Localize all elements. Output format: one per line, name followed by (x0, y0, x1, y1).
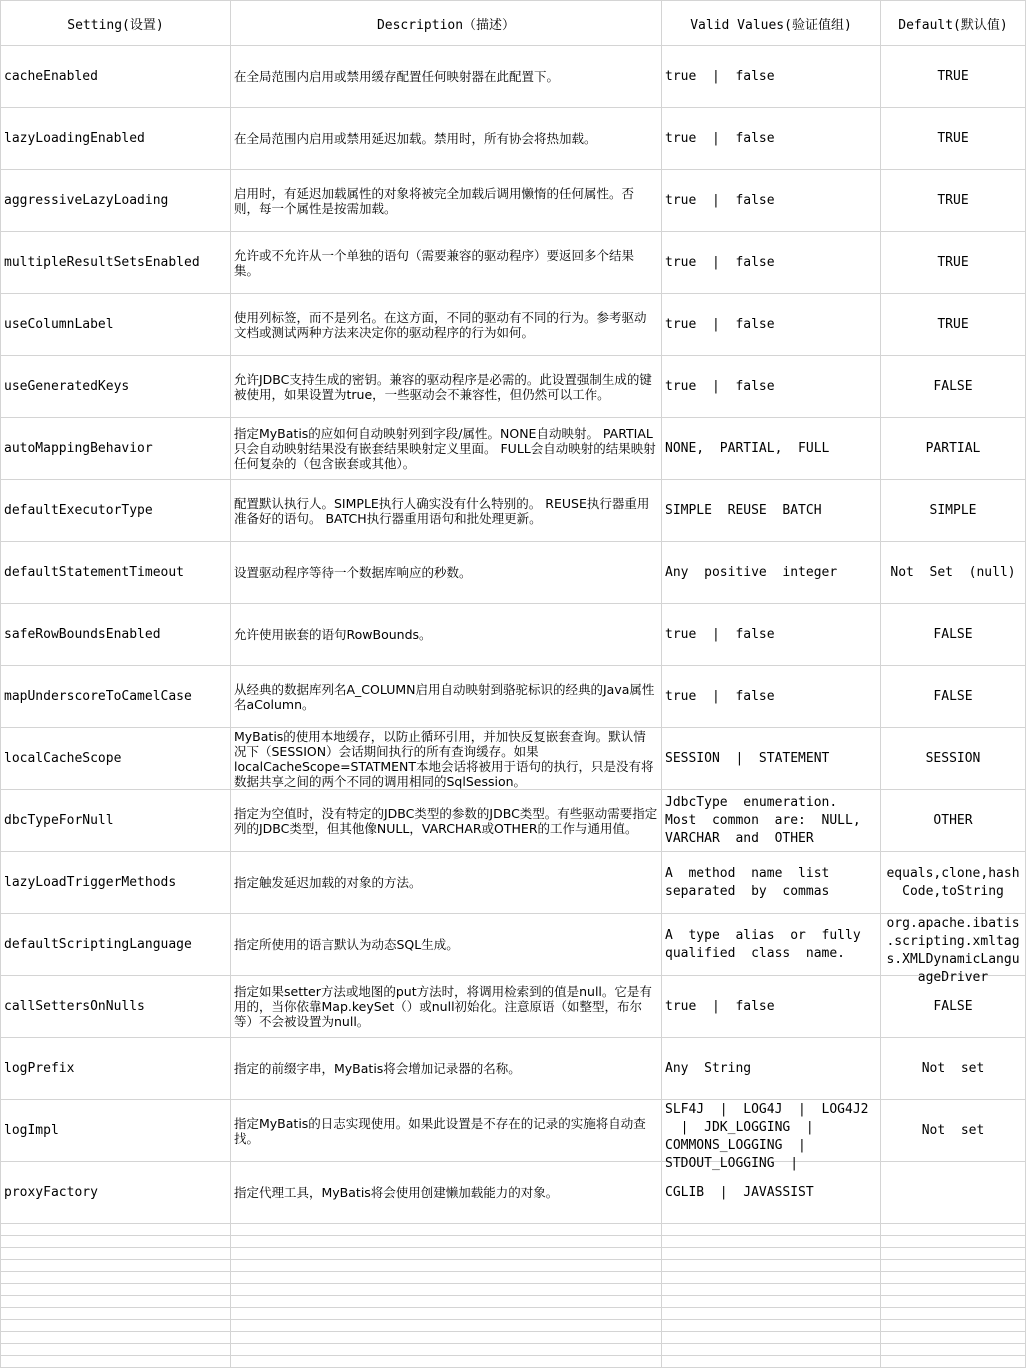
default-cell-text: Not set (921, 1060, 985, 1076)
default-cell[interactable] (881, 728, 1026, 790)
setting-cell-text: lazyLoadTriggerMethods (4, 875, 177, 890)
setting-cell[interactable] (1, 170, 231, 232)
empty-cell[interactable] (231, 1272, 662, 1284)
default-cell[interactable] (881, 542, 1026, 604)
description-cell[interactable] (231, 108, 662, 170)
description-cell[interactable] (231, 46, 662, 108)
description-cell[interactable] (231, 1100, 662, 1162)
empty-cell[interactable] (1, 1356, 231, 1368)
table-row (1, 46, 1026, 108)
empty-cell[interactable] (231, 1284, 662, 1296)
table-row (1, 1038, 1026, 1100)
setting-cell[interactable] (1, 604, 231, 666)
empty-cell[interactable] (662, 1308, 881, 1320)
valid-values-cell[interactable] (662, 604, 881, 666)
default-cell-text: Not Set (null) (890, 564, 1016, 580)
valid-values-cell[interactable] (662, 728, 881, 790)
default-cell[interactable] (881, 914, 1026, 985)
setting-cell[interactable] (1, 108, 231, 170)
empty-row (1, 1236, 1026, 1248)
setting-cell-text: safeRowBoundsEnabled (4, 627, 161, 642)
empty-cell[interactable] (1, 1344, 231, 1356)
description-cell-text: 允许或不允许从一个单独的语句（需要兼容的驱动程序）要返回多个结果集。 (234, 247, 635, 278)
valid-values-cell[interactable] (662, 46, 881, 108)
empty-cell[interactable] (231, 1224, 662, 1236)
default-cell-text: FALSE (933, 998, 973, 1014)
default-cell[interactable] (881, 356, 1026, 418)
empty-cell[interactable] (231, 1248, 662, 1260)
description-cell-text: 指定触发延迟加载的对象的方法。 (234, 875, 422, 890)
default-cell[interactable] (881, 232, 1026, 294)
description-cell-text: 从经典的数据库列名A_COLUMN启用自动映射到骆驼标识的经典的Java属性名aColumn。 (234, 681, 655, 712)
empty-cell[interactable] (881, 1356, 1026, 1368)
description-cell[interactable] (231, 294, 662, 356)
valid-values-cell[interactable] (662, 1100, 881, 1171)
valid-values-cell-text: NONE, PARTIAL, FULL (665, 440, 830, 456)
empty-cell[interactable] (881, 1236, 1026, 1248)
setting-cell[interactable] (1, 1162, 231, 1224)
empty-cell[interactable] (881, 1332, 1026, 1344)
empty-row (1, 1224, 1026, 1236)
valid-values-cell-text: A type alias or fully qualified class name. (665, 927, 861, 961)
setting-cell[interactable] (1, 666, 231, 728)
valid-values-cell[interactable] (662, 294, 881, 356)
setting-cell[interactable] (1, 728, 231, 790)
empty-cell[interactable] (1, 1332, 231, 1344)
table-row (1, 480, 1026, 542)
description-cell-text: 指定MyBatis的应如何自动映射列到字段/属性。NONE自动映射。 PARTIAL只会自动映射结果没有嵌套结果映射定义里面。 FULL会自动映射的结果映射任何复杂的（包含嵌套或其他）。 (234, 426, 656, 471)
description-cell[interactable] (231, 604, 662, 666)
setting-cell[interactable] (1, 232, 231, 294)
valid-values-cell[interactable] (662, 418, 881, 480)
description-cell[interactable] (231, 728, 662, 790)
default-cell[interactable] (881, 1100, 1026, 1162)
header-row (1, 1, 1026, 46)
table-row (1, 728, 1026, 790)
empty-cell[interactable] (662, 1284, 881, 1296)
setting-cell-text: localCacheScope (4, 751, 122, 766)
valid-values-cell-text: true | false (665, 130, 775, 146)
empty-cell[interactable] (881, 1248, 1026, 1260)
setting-cell[interactable] (1, 418, 231, 480)
default-cell-text: FALSE (933, 378, 973, 394)
table-row (1, 976, 1026, 1038)
description-cell-text: MyBatis的使用本地缓存，以防止循环引用，并加快反复嵌套查询。默认情况下（SESSION）会话期间执行的所有查询缓存。如果localCacheScope=STATMENT本地会话将被用于语句的执行，只是没有将数据共享之间的两个不同的调用相同的SqlSession。 (234, 728, 654, 789)
description-cell-text: 启用时，有延迟加载属性的对象将被完全加载后调用懒惰的任何属性。否则，每一个属性是按需加载。 (234, 185, 635, 216)
description-cell[interactable] (231, 1038, 662, 1100)
setting-cell-text: defaultStatementTimeout (4, 565, 185, 580)
valid-values-cell-text: JdbcType enumeration. Most common are: NULL, VARCHAR and OTHER (665, 794, 861, 846)
table-row (1, 1162, 1026, 1224)
description-cell[interactable] (231, 914, 662, 976)
valid-values-cell-text: true | false (665, 626, 775, 642)
empty-row (1, 1308, 1026, 1320)
setting-cell-text: useGeneratedKeys (4, 379, 130, 394)
header-valid-values[interactable]: Valid Values(验证值组) (662, 1, 881, 46)
empty-cell[interactable] (881, 1272, 1026, 1284)
description-cell[interactable] (231, 852, 662, 914)
valid-values-cell-text: CGLIB | JAVASSIST (665, 1184, 814, 1200)
default-cell-text: equals,clone,hash Code,toString (886, 865, 1020, 899)
description-cell[interactable] (231, 976, 662, 1038)
setting-cell-text: defaultScriptingLanguage (4, 937, 192, 952)
setting-cell-text: proxyFactory (4, 1185, 98, 1200)
empty-row (1, 1296, 1026, 1308)
empty-cell[interactable] (881, 1296, 1026, 1308)
table-row (1, 108, 1026, 170)
empty-cell[interactable] (662, 1260, 881, 1272)
empty-cell[interactable] (1, 1236, 231, 1248)
default-cell[interactable] (881, 480, 1026, 542)
default-cell[interactable] (881, 46, 1026, 108)
description-cell[interactable] (231, 790, 662, 852)
table-body (1, 46, 1026, 1368)
valid-values-cell[interactable] (662, 976, 881, 1038)
setting-cell-text: multipleResultSetsEnabled (4, 255, 200, 270)
valid-values-cell-text: SESSION | STATEMENT (665, 750, 830, 766)
empty-row (1, 1344, 1026, 1356)
header-default[interactable]: Default(默认值) (881, 1, 1026, 46)
setting-cell[interactable] (1, 1100, 231, 1162)
description-cell-text: 配置默认执行人。SIMPLE执行人确实没有什么特别的。 REUSE执行器重用准备好的语句。 BATCH执行器重用语句和批处理更新。 (234, 495, 650, 526)
empty-row (1, 1356, 1026, 1368)
valid-values-cell[interactable] (662, 108, 881, 170)
description-cell-text: 指定代理工具，MyBatis将会使用创建懒加载能力的对象。 (234, 1185, 559, 1200)
default-cell-text: TRUE (937, 130, 969, 146)
empty-cell[interactable] (1, 1296, 231, 1308)
setting-cell[interactable] (1, 914, 231, 976)
description-cell-text: 允许JDBC支持生成的密钥。兼容的驱动程序是必需的。此设置强制生成的键被使用，如果设置为true，一些驱动会不兼容性，但仍然可以工作。 (234, 371, 652, 402)
valid-values-cell[interactable] (662, 232, 881, 294)
setting-cell-text: useColumnLabel (4, 317, 114, 332)
default-cell[interactable] (881, 852, 1026, 914)
setting-cell-text: logImpl (4, 1123, 59, 1138)
default-cell-text: FALSE (933, 626, 973, 642)
description-cell-text: 在全局范围内启用或禁用延迟加载。禁用时，所有协会将热加载。 (234, 131, 597, 146)
setting-cell-text: logPrefix (4, 1061, 75, 1076)
description-cell[interactable] (231, 666, 662, 728)
empty-cell[interactable] (1, 1272, 231, 1284)
valid-values-cell-text: true | false (665, 998, 775, 1014)
default-cell-text: PARTIAL (925, 440, 981, 456)
valid-values-cell-text: true | false (665, 192, 775, 208)
valid-values-cell[interactable] (662, 1038, 881, 1100)
empty-cell[interactable] (1, 1248, 231, 1260)
setting-cell[interactable] (1, 46, 231, 108)
empty-cell[interactable] (231, 1308, 662, 1320)
valid-values-cell-text: true | false (665, 316, 775, 332)
default-cell[interactable] (881, 108, 1026, 170)
default-cell-text: TRUE (937, 316, 969, 332)
table-row (1, 1100, 1026, 1162)
table-row (1, 604, 1026, 666)
empty-cell[interactable] (881, 1344, 1026, 1356)
empty-cell[interactable] (662, 1296, 881, 1308)
empty-cell[interactable] (662, 1356, 881, 1368)
description-cell-text: 在全局范围内启用或禁用缓存配置任何映射器在此配置下。 (234, 69, 560, 84)
default-cell-text: TRUE (937, 254, 969, 270)
valid-values-cell[interactable] (662, 480, 881, 542)
default-cell[interactable] (881, 790, 1026, 852)
table-row (1, 232, 1026, 294)
default-cell[interactable] (881, 294, 1026, 356)
table-row (1, 790, 1026, 852)
empty-cell[interactable] (1, 1320, 231, 1332)
empty-cell[interactable] (231, 1344, 662, 1356)
valid-values-cell-text: SLF4J | LOG4J | LOG4J2 | JDK_LOGGING | COMMONS_LOGGING | STDOUT_LOGGING | (665, 1101, 869, 1171)
empty-cell[interactable] (662, 1236, 881, 1248)
setting-cell-text: mapUnderscoreToCamelCase (4, 689, 192, 704)
description-cell[interactable] (231, 232, 662, 294)
default-cell-text: SIMPLE (929, 502, 977, 518)
description-cell[interactable] (231, 1162, 662, 1224)
setting-cell[interactable] (1, 294, 231, 356)
setting-cell[interactable] (1, 356, 231, 418)
empty-cell[interactable] (231, 1332, 662, 1344)
setting-cell-text: autoMappingBehavior (4, 441, 153, 456)
empty-cell[interactable] (662, 1344, 881, 1356)
description-cell-text: 指定所使用的语言默认为动态SQL生成。 (234, 937, 459, 952)
default-cell[interactable] (881, 1038, 1026, 1100)
setting-cell[interactable] (1, 1038, 231, 1100)
description-cell-text: 设置驱动程序等待一个数据库响应的秒数。 (234, 565, 472, 580)
default-cell-text: FALSE (933, 688, 973, 704)
valid-values-cell-text: true | false (665, 688, 775, 704)
valid-values-cell-text: Any String (665, 1060, 752, 1076)
valid-values-cell[interactable] (662, 542, 881, 604)
setting-cell-text: dbcTypeForNull (4, 813, 114, 828)
empty-row (1, 1320, 1026, 1332)
empty-cell[interactable] (881, 1284, 1026, 1296)
description-cell-text: 允许使用嵌套的语句RowBounds。 (234, 627, 432, 642)
valid-values-cell[interactable] (662, 852, 881, 914)
description-cell[interactable] (231, 542, 662, 604)
table-row (1, 666, 1026, 728)
description-cell-text: 使用列标签，而不是列名。在这方面，不同的驱动有不同的行为。参考驱动文档或测试两种方法来决定你的驱动程序的行为如何。 (234, 309, 647, 340)
empty-cell[interactable] (231, 1260, 662, 1272)
empty-cell[interactable] (231, 1356, 662, 1368)
setting-cell-text: lazyLoadingEnabled (4, 131, 145, 146)
setting-cell-text: cacheEnabled (4, 69, 98, 84)
table-row (1, 294, 1026, 356)
description-cell-text: 指定为空值时，没有特定的JDBC类型的参数的JDBC类型。有些驱动需要指定列的JDBC类型，但其他像NULL，VARCHAR或OTHER的工作与通用值。 (234, 805, 658, 836)
empty-cell[interactable] (881, 1308, 1026, 1320)
empty-cell[interactable] (1, 1308, 231, 1320)
empty-cell[interactable] (662, 1332, 881, 1344)
default-cell[interactable] (881, 418, 1026, 480)
header-setting[interactable]: Setting(设置) (1, 1, 231, 46)
description-cell[interactable] (231, 170, 662, 232)
empty-cell[interactable] (662, 1248, 881, 1260)
setting-cell[interactable] (1, 790, 231, 852)
empty-cell[interactable] (231, 1296, 662, 1308)
empty-cell[interactable] (231, 1320, 662, 1332)
empty-cell[interactable] (1, 1284, 231, 1296)
empty-cell[interactable] (881, 1224, 1026, 1236)
setting-cell-text: callSettersOnNulls (4, 999, 145, 1014)
valid-values-cell[interactable] (662, 356, 881, 418)
header-description[interactable]: Description（描述） (231, 1, 662, 46)
empty-cell[interactable] (231, 1236, 662, 1248)
valid-values-cell-text: true | false (665, 68, 775, 84)
empty-cell[interactable] (1, 1260, 231, 1272)
setting-cell-text: aggressiveLazyLoading (4, 193, 169, 208)
empty-cell[interactable] (1, 1224, 231, 1236)
valid-values-cell[interactable] (662, 170, 881, 232)
description-cell-text: 指定的前缀字串，MyBatis将会增加记录器的名称。 (234, 1061, 521, 1076)
table-row (1, 418, 1026, 480)
description-cell-text: 指定MyBatis的日志实现使用。如果此设置是不存在的记录的实施将自动查找。 (234, 1115, 646, 1146)
setting-cell[interactable] (1, 852, 231, 914)
empty-cell[interactable] (881, 1260, 1026, 1272)
setting-cell-text: defaultExecutorType (4, 503, 153, 518)
description-cell-text: 指定如果setter方法或地图的put方法时，将调用检索到的值是null。它是有用的，当你依靠Map.keySet（）或null初始化。注意原语（如整型，布尔等）不会被设置为null。 (234, 984, 652, 1029)
empty-row (1, 1272, 1026, 1284)
empty-cell[interactable] (662, 1224, 881, 1236)
default-cell[interactable] (881, 666, 1026, 728)
valid-values-cell[interactable] (662, 666, 881, 728)
table-row (1, 170, 1026, 232)
valid-values-cell-text: Any positive integer (665, 564, 838, 580)
default-cell-text: OTHER (933, 812, 973, 828)
default-cell-text: org.apache.ibatis .scripting.xmltag s.XMLDynamicLangu ageDriver (886, 915, 1020, 985)
empty-row (1, 1284, 1026, 1296)
table-row (1, 852, 1026, 914)
empty-row (1, 1332, 1026, 1344)
valid-values-cell[interactable] (662, 914, 881, 976)
default-cell-text: Not set (921, 1122, 985, 1138)
valid-values-cell-text: true | false (665, 254, 775, 270)
empty-cell[interactable] (881, 1320, 1026, 1332)
valid-values-cell-text: A method name list separated by commas (665, 865, 830, 899)
setting-cell[interactable] (1, 976, 231, 1038)
valid-values-cell-text: SIMPLE REUSE BATCH (665, 502, 822, 518)
description-cell[interactable] (231, 418, 662, 480)
valid-values-cell[interactable] (662, 790, 881, 852)
valid-values-cell-text: true | false (665, 378, 775, 394)
empty-cell[interactable] (662, 1320, 881, 1332)
empty-row (1, 1248, 1026, 1260)
default-cell[interactable] (881, 1162, 1026, 1224)
default-cell-text: TRUE (937, 68, 969, 84)
table-row (1, 542, 1026, 604)
setting-cell[interactable] (1, 542, 231, 604)
empty-cell[interactable] (662, 1272, 881, 1284)
default-cell[interactable] (881, 604, 1026, 666)
table-row (1, 914, 1026, 976)
empty-row (1, 1260, 1026, 1272)
description-cell[interactable] (231, 480, 662, 542)
table-row (1, 356, 1026, 418)
default-cell[interactable] (881, 170, 1026, 232)
description-cell[interactable] (231, 356, 662, 418)
default-cell-text: TRUE (937, 192, 969, 208)
setting-cell[interactable] (1, 480, 231, 542)
default-cell-text: SESSION (925, 750, 981, 766)
